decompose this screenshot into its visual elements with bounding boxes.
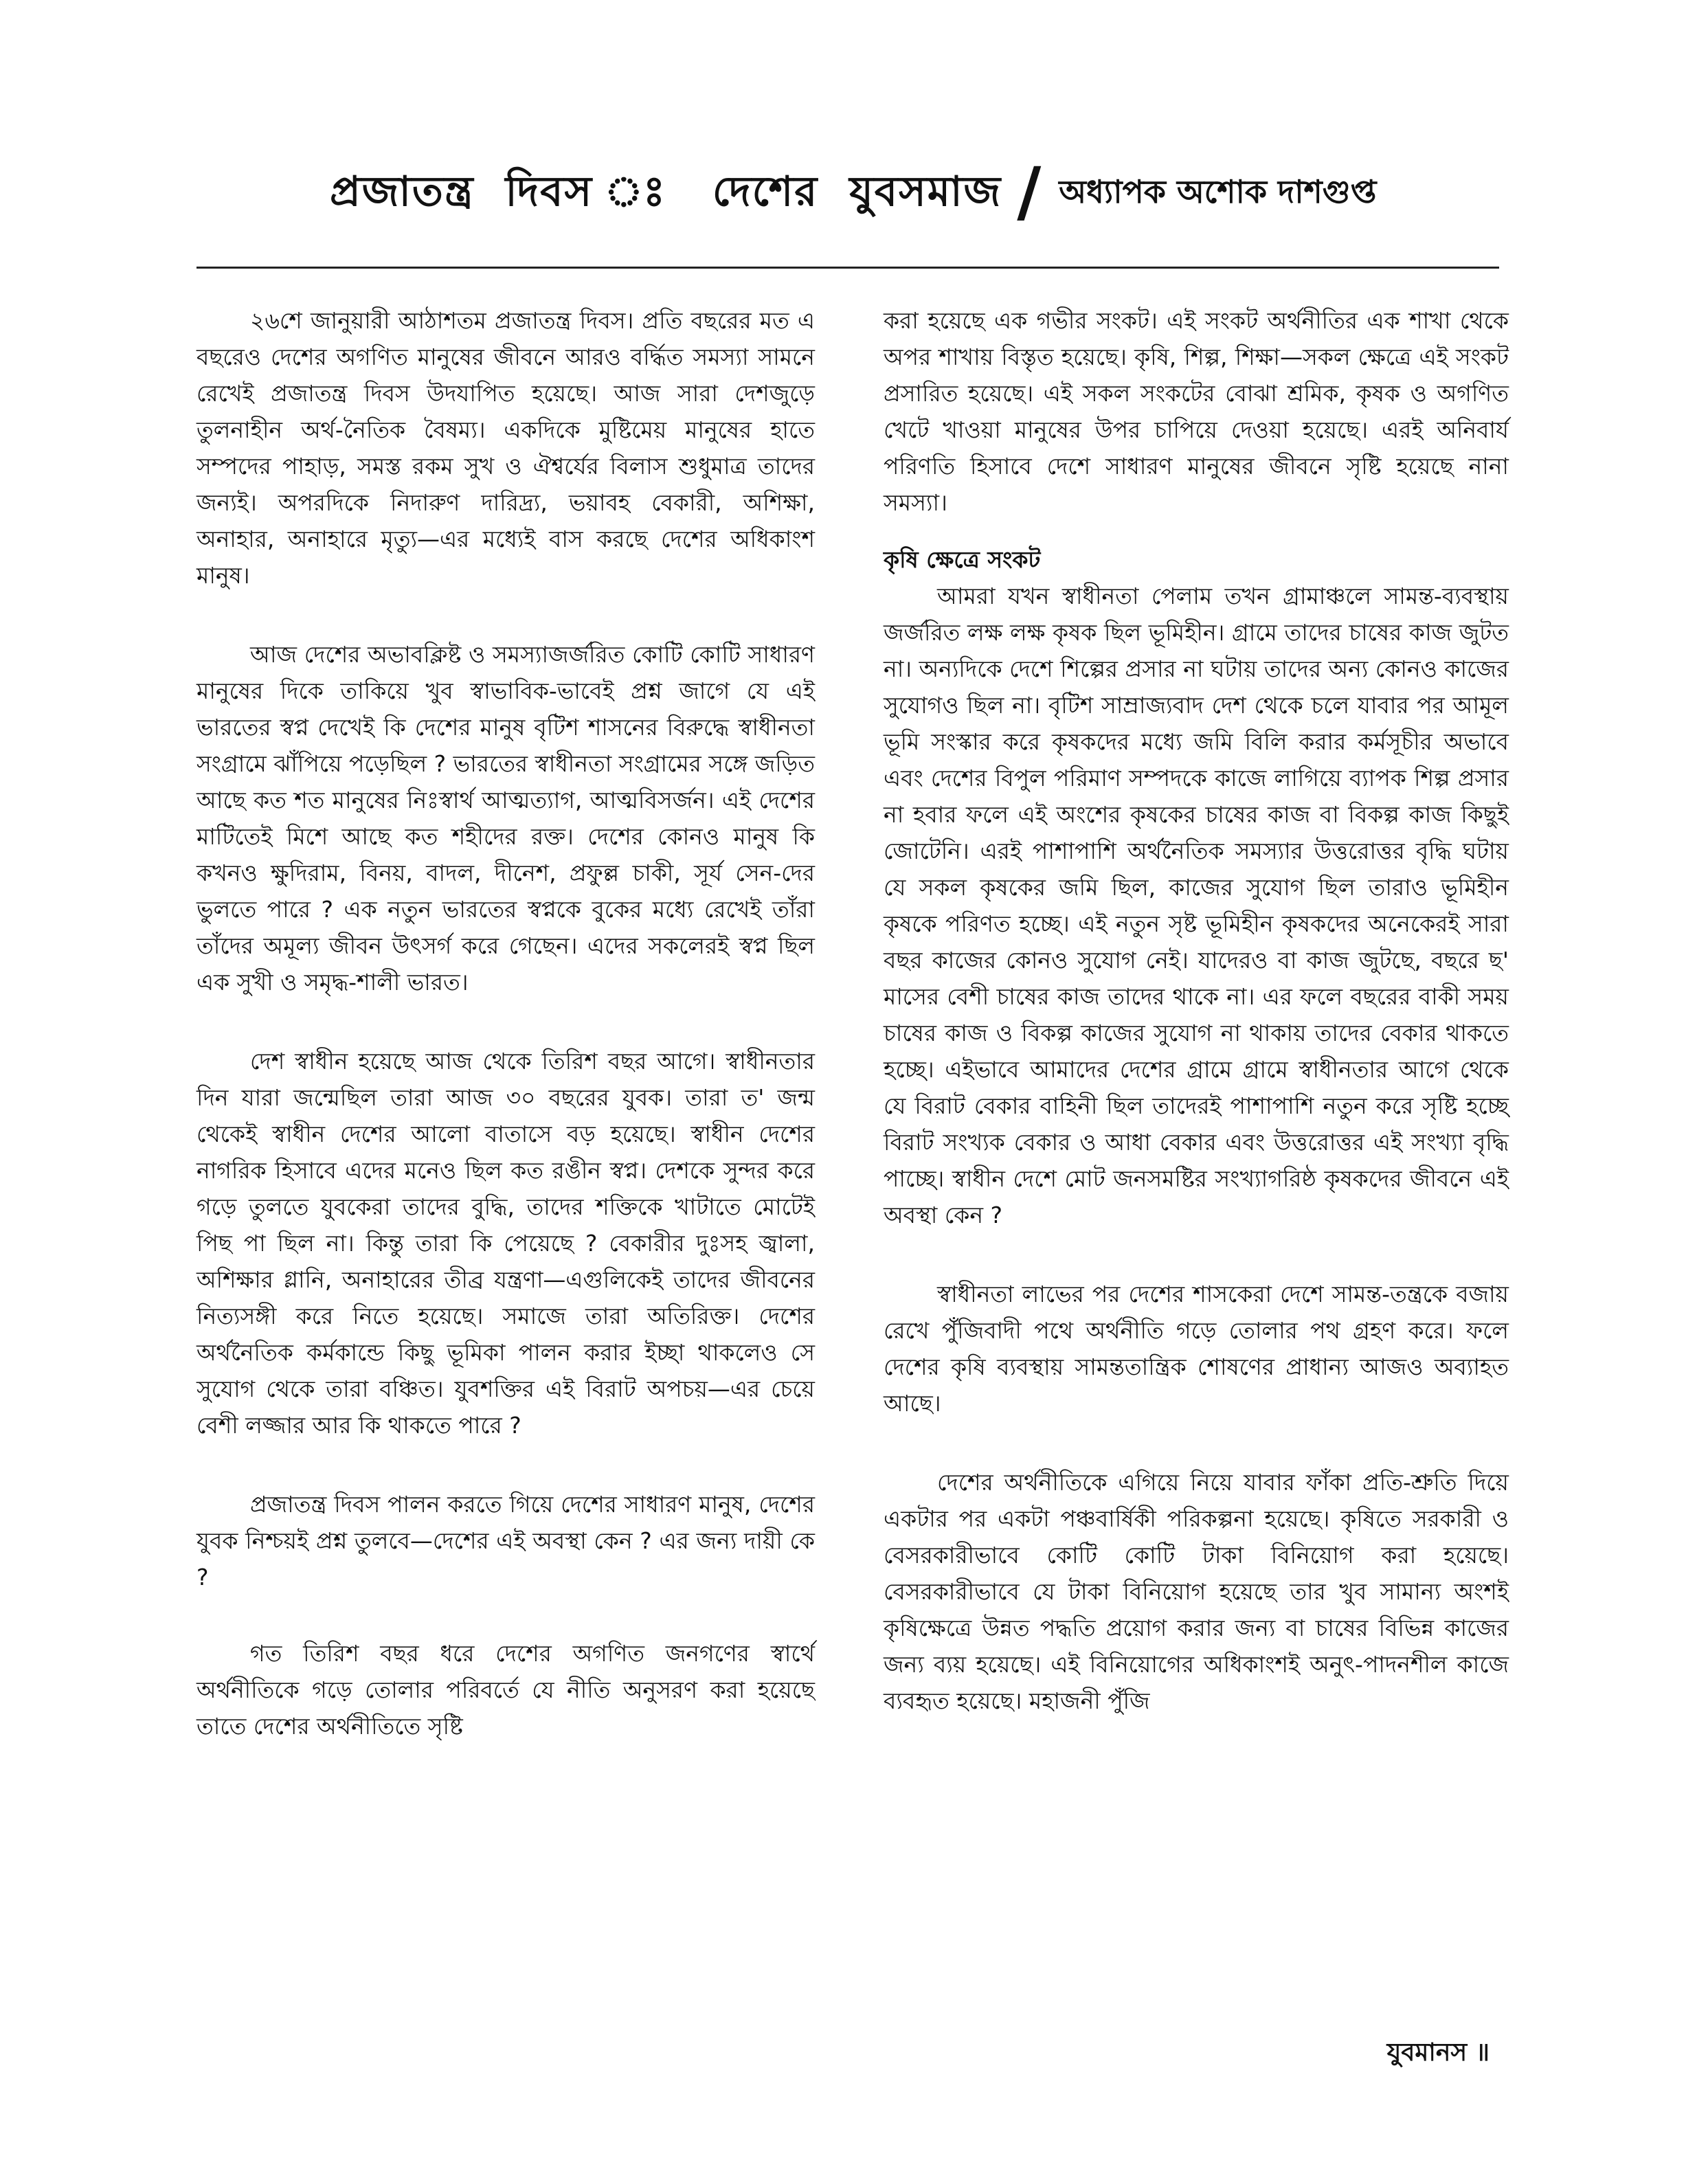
article-title: প্রজাতন্ত্র দিবস ঃ দেশের যুবসমাজ: [330, 168, 1002, 216]
right-paragraph-1: আমরা যখন স্বাধীনতা পেলাম তখন গ্রামাঞ্চলে সামন্ত-ব্যবস্থায় জর্জরিত লক্ষ লক্ষ কৃষক ছিল ভূমিহীন। গ্রামে তাদের চাষের কাজ জুটত না। অন্যদিকে দেশে শিল্পের প্রসার না ঘটায় তাদের অন্য কোনও কাজের সুযোগও ছিল না। বৃটিশ সাম্রাজ্যবাদ দেশ থেকে চলে যাবার পর আমূল ভূমি সংস্কার করে কৃষকদের মধ্যে জমি বিলি করার কর্মসূচীর অভাবে এবং দেশের বিপুল পরিমাণ সম্পদকে কাজে লাগিয়ে ব্যাপক শিল্প প্রসার না হবার ফলে এই অংশের কৃষকের চাষের কাজ বা বিকল্প কাজ কিছুই জোটেনি। এরই পাশাপাশি অর্থনৈতিক সমস্যার উত্তরোত্তর বৃদ্ধি ঘটায় যে সকল কৃষকের জমি ছিল, কাজের সুযোগ ছিল তারাও ভূমিহীন কৃষকে পরিণত হচ্ছে। এই নতুন সৃষ্ট ভূমিহীন কৃষকদের অনেকেরই সারা বছর কাজের কোনও সুযোগ নেই। যাদেরও বা কাজ জুটছে, বছরে ছ' মাসের বেশী চাষের কাজ তাদের থাকে না। এর ফলে বছরের বাকী সময় চাষের কাজ ও বিকল্প কাজের সুযোগ না থাকায় তাদের বেকার থাকতে হচ্ছে। এইভাবে আমাদের দেশের গ্রামে গ্রামে স্বাধীনতার আগে থেকে যে বিরাট বেকার বাহিনী ছিল তাদেরই পাশাপাশি নতুন করে সৃষ্টি হচ্ছে বিরাট সংখ্যক বেকার ও আধা বেকার এবং উত্তরোত্তর এই সংখ্যা বৃদ্ধি পাচ্ছে। স্বাধীন দেশে মোট জনসমষ্টির সংখ্যাগরিষ্ঠ কৃষকদের জীবনে এই অবস্থা কেন ?: [884, 583, 1509, 1228]
header-divider: [196, 267, 1499, 269]
right-paragraph-3: দেশের অর্থনীতিকে এগিয়ে নিয়ে যাবার ফাঁকা প্রতি-শ্রুতি দিয়ে একটার পর একটা পঞ্চবার্ষিকী পরিকল্পনা হয়েছে। কৃষিতে সরকারী ও বেসরকারীভাবে কোটি কোটি টাকা বিনিয়োগ করা হয়েছে। বেসরকারীভাবে যে টাকা বিনিয়োগ হয়েছে তার খুব সামান্য অংশই কৃষিক্ষেত্রে উন্নত পদ্ধতি প্রয়োগ করার জন্য বা চাষের বিভিন্ন কাজের জন্য ব্যয় হয়েছে। এই বিনিয়োগের অধিকাংশই অনুৎ-পাদনশীল কাজে ব্যবহৃত হয়েছে। মহাজনী পুঁজি: [884, 1469, 1509, 1714]
title-separator: /: [1017, 153, 1042, 230]
right-paragraph-2: স্বাধীনতা লাভের পর দেশের শাসকেরা দেশে সামন্ত-তন্ত্রকে বজায় রেখে পুঁজিবাদী পথে অর্থনীতি গড়ে তোলার পথ গ্রহণ করে। ফলে দেশের কৃষি ব্যবস্থায় সামন্ততান্ত্রিক শোষণের প্রাধান্য আজও অব্যাহত আছে।: [884, 1281, 1509, 1417]
left-paragraph-2: আজ দেশের অভাবক্লিষ্ট ও সমস্যাজর্জরিত কোটি কোটি সাধারণ মানুষের দিকে তাকিয়ে খুব স্বাভাবিক-ভাবেই প্রশ্ন জাগে যে এই ভারতের স্বপ্ন দেখেই কি দেশের মানুষ বৃটিশ শাসনের বিরুদ্ধে স্বাধীনতা সংগ্রামে ঝাঁপিয়ে পড়েছিল ? ভারতের স্বাধীনতা সংগ্রামের সঙ্গে জড়িত আছে কত শত মানুষের নিঃস্বার্থ আত্মত্যাগ, আত্মবিসর্জন। এই দেশের মাটিতেই মিশে আছে কত শহীদের রক্ত। দেশের কোনও মানুষ কি কখনও ক্ষুদিরাম, বিনয়, বাদল, দীনেশ, প্রফুল্ল চাকী, সূর্য সেন-দের ভুলতে পারে ? এক নতুন ভারতের স্বপ্নকে বুকের মধ্যে রেখেই তাঁরা তাঁদের অমূল্য জীবন উৎসর্গ করে গেছেন। এদের সকলেরই স্বপ্ন ছিল এক সুখী ও সমৃদ্ধ-শালী ভারত।: [196, 641, 816, 996]
right-paragraph-intro: করা হয়েছে এক গভীর সংকট। এই সংকট অর্থনীতির এক শাখা থেকে অপর শাখায় বিস্তৃত হয়েছে। কৃষি, শিল্প, শিক্ষা—সকল ক্ষেত্রে এই সংকট প্রসারিত হয়েছে। এই সকল সংকটের বোঝা শ্রমিক, কৃষক ও অগণিত খেটে খাওয়া মানুষের উপর চাপিয়ে দেওয়া হয়েছে। এরই অনিবার্য পরিণতি হিসাবে দেশে সাধারণ মানুষের জীবনে সৃষ্টি হয়েছে নানা সমস্যা।: [884, 307, 1509, 516]
left-paragraph-3: দেশ স্বাধীন হয়েছে আজ থেকে তিরিশ বছর আগে। স্বাধীনতার দিন যারা জন্মেছিল তারা আজ ৩০ বছরের যুবক। তারা ত' জন্ম থেকেই স্বাধীন দেশের আলো বাতাসে বড় হয়েছে। স্বাধীন দেশের নাগরিক হিসাবে এদের মনেও ছিল কত রঙীন স্বপ্ন। দেশকে সুন্দর করে গড়ে তুলতে যুবকেরা তাদের বুদ্ধি, তাদের শক্তিকে খাটাতে মোটেই পিছ পা ছিল না। কিন্তু তারা কি পেয়েছে ? বেকারীর দুঃসহ জ্বালা, অশিক্ষার গ্লানি, অনাহারের তীব্র যন্ত্রণা—এগুলিকেই তাদের জীবনের নিত্যসঙ্গী করে নিতে হয়েছে। সমাজে তারা অতিরিক্ত। দেশের অর্থনৈতিক কর্মকান্ডে কিছু ভূমিকা পালন করার ইচ্ছা থাকলেও সে সুযোগ থেকে তারা বঞ্চিত। যুবশক্তির এই বিরাট অপচয়—এর চেয়ে বেশী লজ্জার আর কি থাকতে পারে ?: [196, 1048, 815, 1439]
left-paragraph-4: প্রজাতন্ত্র দিবস পালন করতে গিয়ে দেশের সাধারণ মানুষ, দেশের যুবক নিশ্চয়ই প্রশ্ন তুলবে—দেশের এই অবস্থা কেন ? এর জন্য দায়ী কে ?: [196, 1491, 815, 1591]
left-column: [196, 302, 815, 1787]
left-paragraph-1: ২৬শে জানুয়ারী আঠাশতম প্রজাতন্ত্র দিবস। প্রতি বছরের মত এ বছরেও দেশের অগণিত মানুষের জীবনে আরও বর্দ্ধিত সমস্যা সামনে রেখেই প্রজাতন্ত্র দিবস উদযাপিত হয়েছে। আজ সারা দেশজুড়ে তুলনাহীন অর্থ-নৈতিক বৈষম্য। একদিকে মুষ্টিমেয় মানুষের হাতে সম্পদের পাহাড়, সমস্ত রকম সুখ ও ঐশ্বর্যের বিলাস শুধুমাত্র তাদের জন্যই। অপরদিকে নিদারুণ দারিদ্র্য, ভয়াবহ বেকারী, অশিক্ষা, অনাহার, অনাহারে মৃত্যু—এর মধ্যেই বাস করছে দেশের অধিকাংশ মানুষ।: [196, 307, 815, 589]
article-author: অধ্যাপক অশোক দাশগুপ্ত: [1059, 173, 1377, 210]
section-heading-agriculture-crisis: কৃষি ক্ষেত্রে সংকট: [884, 546, 1041, 573]
page-footer-magazine-name: যুবমানস ॥: [1386, 2038, 1490, 2067]
article-header: [330, 153, 1415, 232]
left-paragraph-5: গত তিরিশ বছর ধরে দেশের অগণিত জনগণের স্বার্থে অর্থনীতিকে গড়ে তোলার পরিবর্তে যে নীতি অনুসরণ করা হয়েছে তাতে দেশের অর্থনীতিতে সৃষ্টি: [196, 1640, 815, 1740]
right-column: [884, 302, 1509, 1762]
